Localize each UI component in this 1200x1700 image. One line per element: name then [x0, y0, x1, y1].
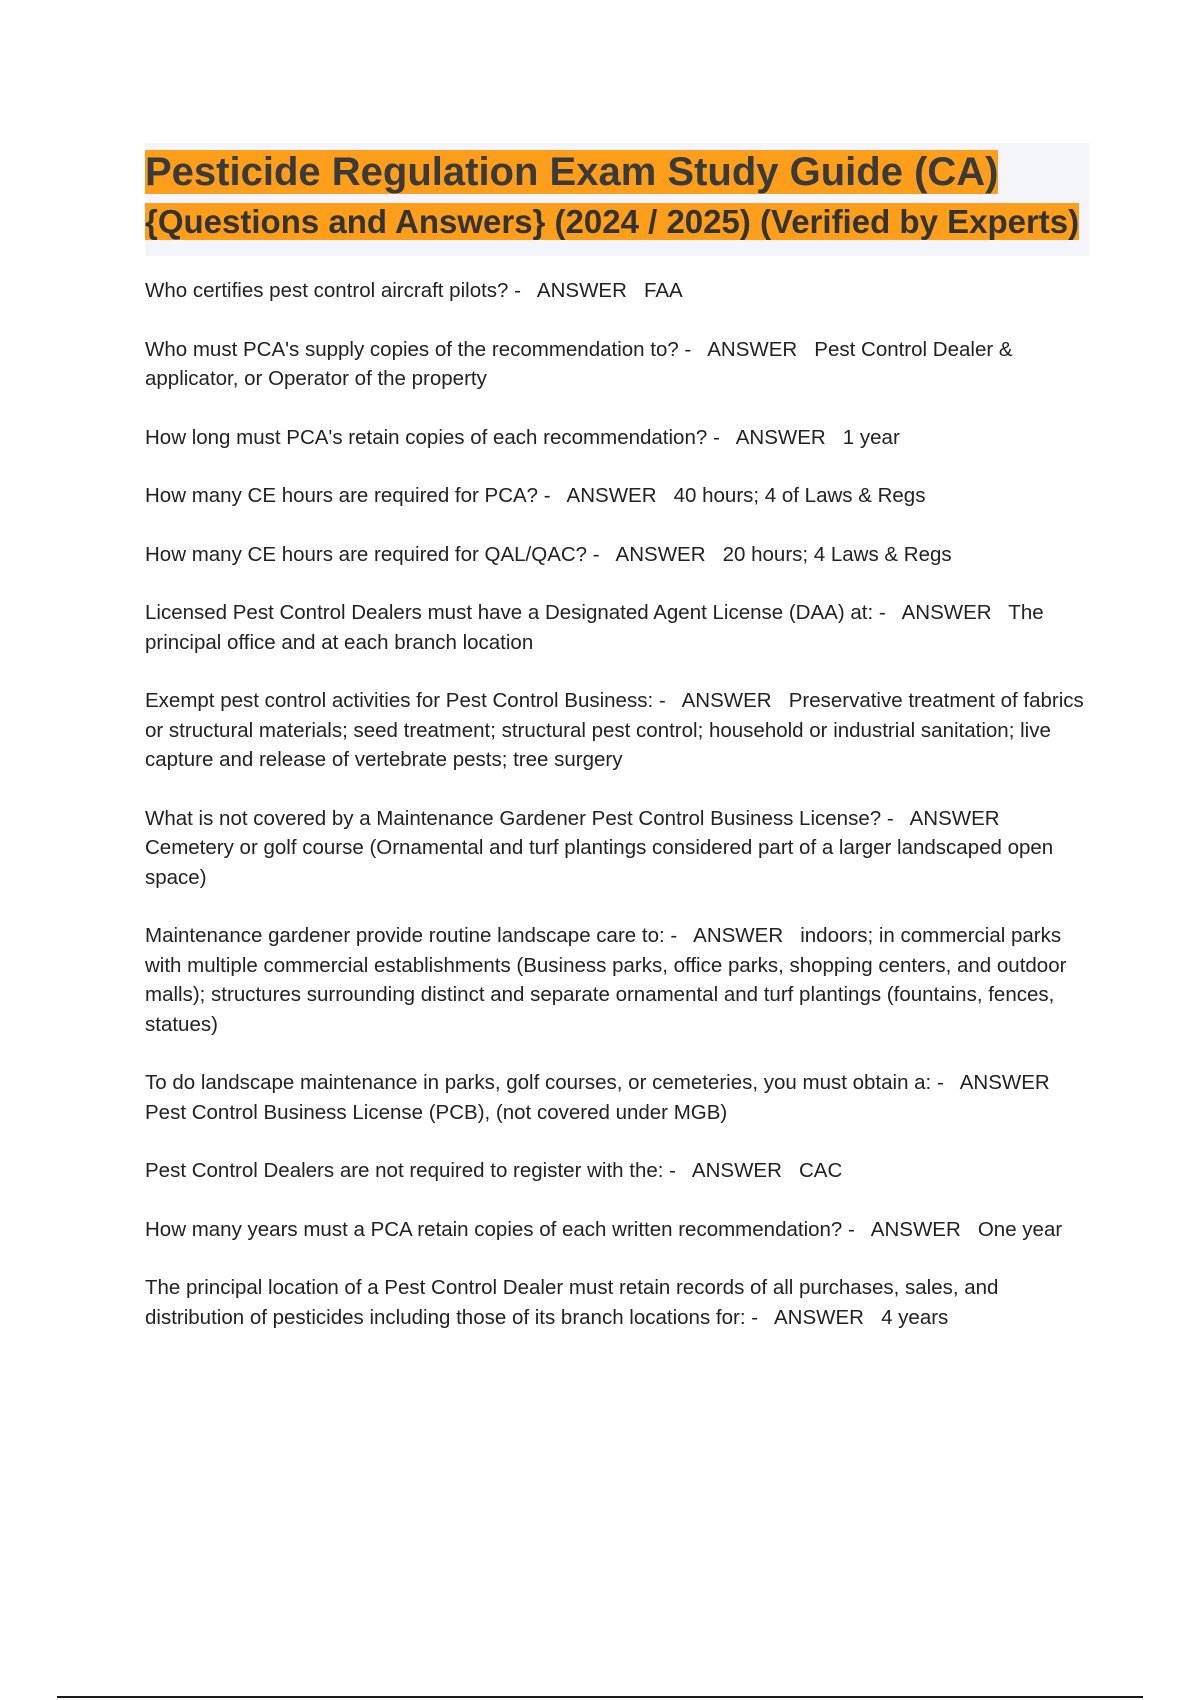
document-subtitle: [145, 197, 1089, 246]
qa-item: To do landscape maintenance in parks, golf courses, or cemeteries, you must obtain a: - ANSWER Pest Control Business License (PCB), (not covered under MGB): [145, 1071, 1067, 1124]
document-page: [145, 143, 1089, 1361]
qa-item: The principal location of a Pest Control Dealer must retain records of all purchases, sales, and distribution of pesticides including those of its branch locations for: - ANSWER 4 years: [145, 1276, 1005, 1329]
qa-item: How many CE hours are required for QAL/QAC? - ANSWER 20 hours; 4 Laws & Regs: [145, 542, 952, 566]
qa-item: Pest Control Dealers are not required to register with the: - ANSWER CAC: [145, 1159, 843, 1182]
qa-item: Licensed Pest Control Dealers must have a Designated Agent License (DAA) at: - ANSWER The principal office and at each branch location: [145, 601, 1050, 654]
qa-item: How long must PCA's retain copies of each recommendation? - ANSWER 1 year: [145, 425, 900, 449]
footer-divider: [57, 1696, 1143, 1698]
document-title-text: Pesticide Regulation Exam Study Guide (CA): [145, 150, 999, 194]
document-subtitle-text: {Questions and Answers} (2024 / 2025) (Verified by Experts): [145, 203, 1080, 240]
qa-item: Maintenance gardener provide routine landscape care to: - ANSWER indoors; in commercial parks with multiple commercial establishments (Business parks, office parks, shopping centers, and outdoor malls); structures surrounding distinct and separate ornamental and turf plantings (fountains, fences, statues): [145, 924, 1073, 1036]
qa-item: Who certifies pest control aircraft pilots? - ANSWER FAA: [145, 279, 683, 302]
qa-item: Who must PCA's supply copies of the recommendation to? - ANSWER Pest Control Dealer & applicator, or Operator of the property: [145, 337, 1019, 390]
qa-item: How many years must a PCA retain copies of each written recommendation? - ANSWER One year: [145, 1217, 1063, 1241]
qa-item: Exempt pest control activities for Pest Control Business: - ANSWER Preservative treatment of fabrics or structural materials; seed treatment; structural pest control; household or industrial sanitation; live capture and release of vertebrate pests; tree surgery: [145, 689, 1090, 771]
qa-item: What is not covered by a Maintenance Gardener Pest Control Business License? - ANSWER Cemetery or golf course (Ornamental and turf plantings considered part of a larger landscaped open space): [145, 806, 1059, 889]
qa-item: How many CE hours are required for PCA? - ANSWER 40 hours; 4 of Laws & Regs: [145, 484, 926, 507]
title-block: [145, 143, 1089, 256]
qa-list: [145, 276, 1089, 1332]
document-title: [145, 147, 1089, 197]
